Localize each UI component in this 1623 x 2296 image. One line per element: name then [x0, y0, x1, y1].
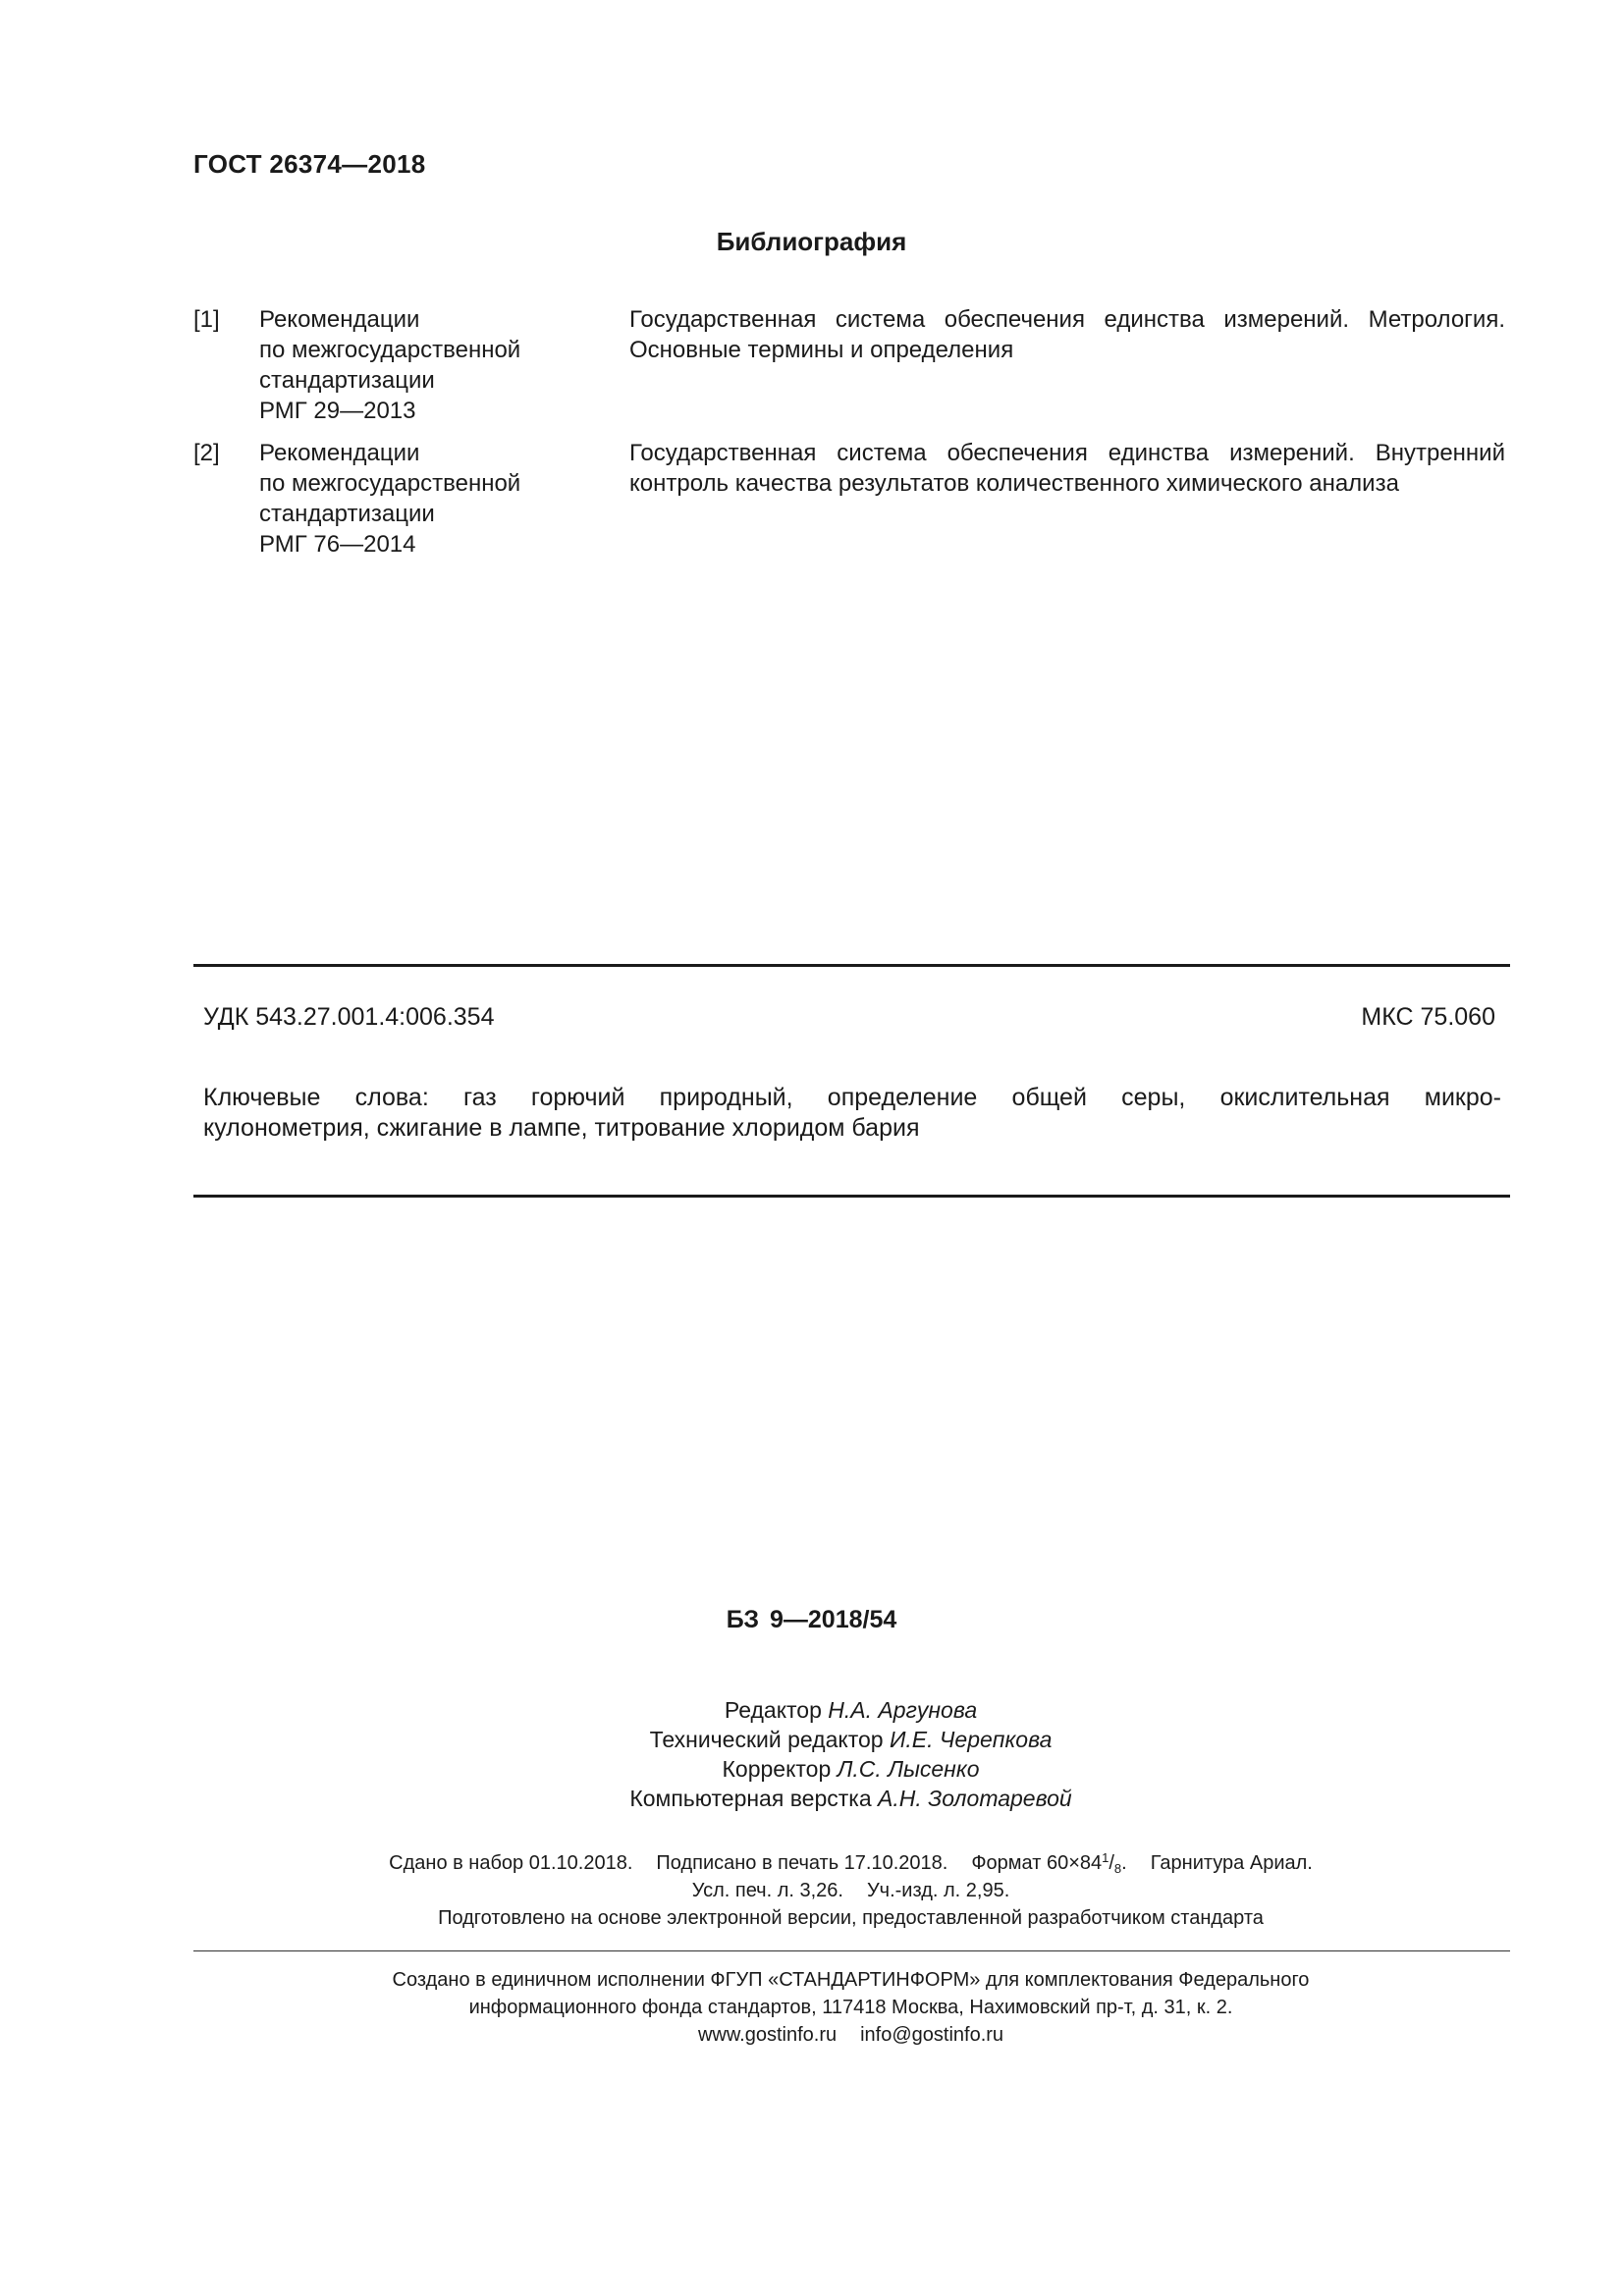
entry-source-line: по межгосударственной — [259, 337, 521, 363]
entry-number: [1] — [193, 306, 220, 333]
format-sub: 8 — [1113, 1861, 1122, 1876]
publisher-block — [0, 1966, 1623, 2049]
keywords-line: Ключевые слова: газ горючий природный, определение общей серы, окислительная микро- — [203, 1084, 1501, 1111]
entry-title-line: контроль качества результатов количественного химического анализа — [629, 470, 1399, 497]
imprint-line-2 — [0, 1877, 1623, 1904]
entry-number: [2] — [193, 440, 220, 466]
entry-title-line: Основные термины и определения — [629, 337, 1014, 363]
bottom-divider — [193, 1195, 1510, 1198]
staff-name: Н.А. Аргунова — [828, 1697, 978, 1723]
entry-source-line: Рекомендации — [259, 306, 420, 333]
publisher-contacts — [0, 2021, 1623, 2049]
staff-tech-editor — [0, 1725, 1623, 1754]
format-slash: / — [1109, 1852, 1114, 1874]
imprint-signed: Подписано в печать 17.10.2018. — [656, 1852, 948, 1874]
imprint-prepared: Подготовлено на основе электронной версии, предоставленной разработчиком стандарта — [438, 1907, 1264, 1929]
email-link[interactable]: info@gostinfo.ru — [860, 2024, 1004, 2046]
entry-title-line: Государственная система обеспечения единства измерений. Метрология. — [629, 306, 1505, 333]
publisher-line-1: Создано в единичном исполнении ФГУП «СТАНДАРТИНФОРМ» для комплектования Федерального — [392, 1969, 1310, 1991]
keywords-block — [203, 1083, 1501, 1144]
entry-source-line: по межгосударственной — [259, 470, 521, 497]
top-divider — [193, 964, 1510, 967]
imprint-block — [0, 1849, 1623, 1932]
mks-code: МКС 75.060 — [1361, 1003, 1495, 1031]
keywords-line: кулонометрия, сжигание в лампе, титрование хлоридом бария — [203, 1114, 920, 1142]
entry-source-line: РМГ 76—2014 — [259, 531, 416, 558]
entry-title — [629, 304, 1505, 365]
entry-source — [259, 438, 583, 560]
entry-title-line: Государственная система обеспечения единства измерений. Внутренний — [629, 440, 1505, 466]
bibliography-title: Библиография — [716, 227, 907, 256]
staff-proofreader — [0, 1754, 1623, 1784]
staff-editor — [0, 1695, 1623, 1725]
entry-source — [259, 304, 583, 426]
imprint-line-1 — [0, 1849, 1623, 1877]
staff-name: А.Н. Золотаревой — [878, 1786, 1072, 1811]
imprint-format — [971, 1852, 1126, 1874]
entry-source-line: стандартизации — [259, 501, 435, 527]
imprint-divider — [193, 1950, 1510, 1951]
udk-code: УДК 543.27.001.4:006.354 — [203, 1003, 495, 1031]
format-prefix: Формат 60×84 — [971, 1852, 1103, 1874]
imprint-typeface: Гарнитура Ариал. — [1150, 1852, 1313, 1874]
staff-role: Редактор — [724, 1697, 822, 1723]
entry-title — [629, 438, 1505, 499]
staff-name: И.Е. Черепкова — [889, 1727, 1053, 1752]
format-sup: 1 — [1102, 1850, 1109, 1865]
imprint-print-sheets: Усл. печ. л. 3,26. — [691, 1880, 843, 1901]
entry-source-line: стандартизации — [259, 367, 435, 394]
entry-source-line: РМГ 29—2013 — [259, 398, 416, 424]
imprint-publish-sheets: Уч.-изд. л. 2,95. — [866, 1880, 1010, 1901]
publisher-line-2: информационного фонда стандартов, 117418 Москва, Нахимовский пр-т, д. 31, к. 2. — [468, 1997, 1233, 2018]
entry-source-line: Рекомендации — [259, 440, 420, 466]
staff-role: Компьютерная верстка — [629, 1786, 872, 1811]
imprint-submitted: Сдано в набор 01.10.2018. — [389, 1852, 633, 1874]
staff-name: Л.С. Лысенко — [837, 1756, 980, 1782]
staff-role: Корректор — [722, 1756, 832, 1782]
website-link[interactable]: www.gostinfo.ru — [697, 2024, 838, 2046]
staff-layout — [0, 1784, 1623, 1813]
staff-list — [0, 1695, 1623, 1813]
staff-role: Технический редактор — [649, 1727, 884, 1752]
format-end: . — [1121, 1852, 1127, 1874]
document-code: ГОСТ 26374—2018 — [193, 149, 426, 179]
bz-number: БЗ 9—2018/54 — [726, 1606, 897, 1633]
